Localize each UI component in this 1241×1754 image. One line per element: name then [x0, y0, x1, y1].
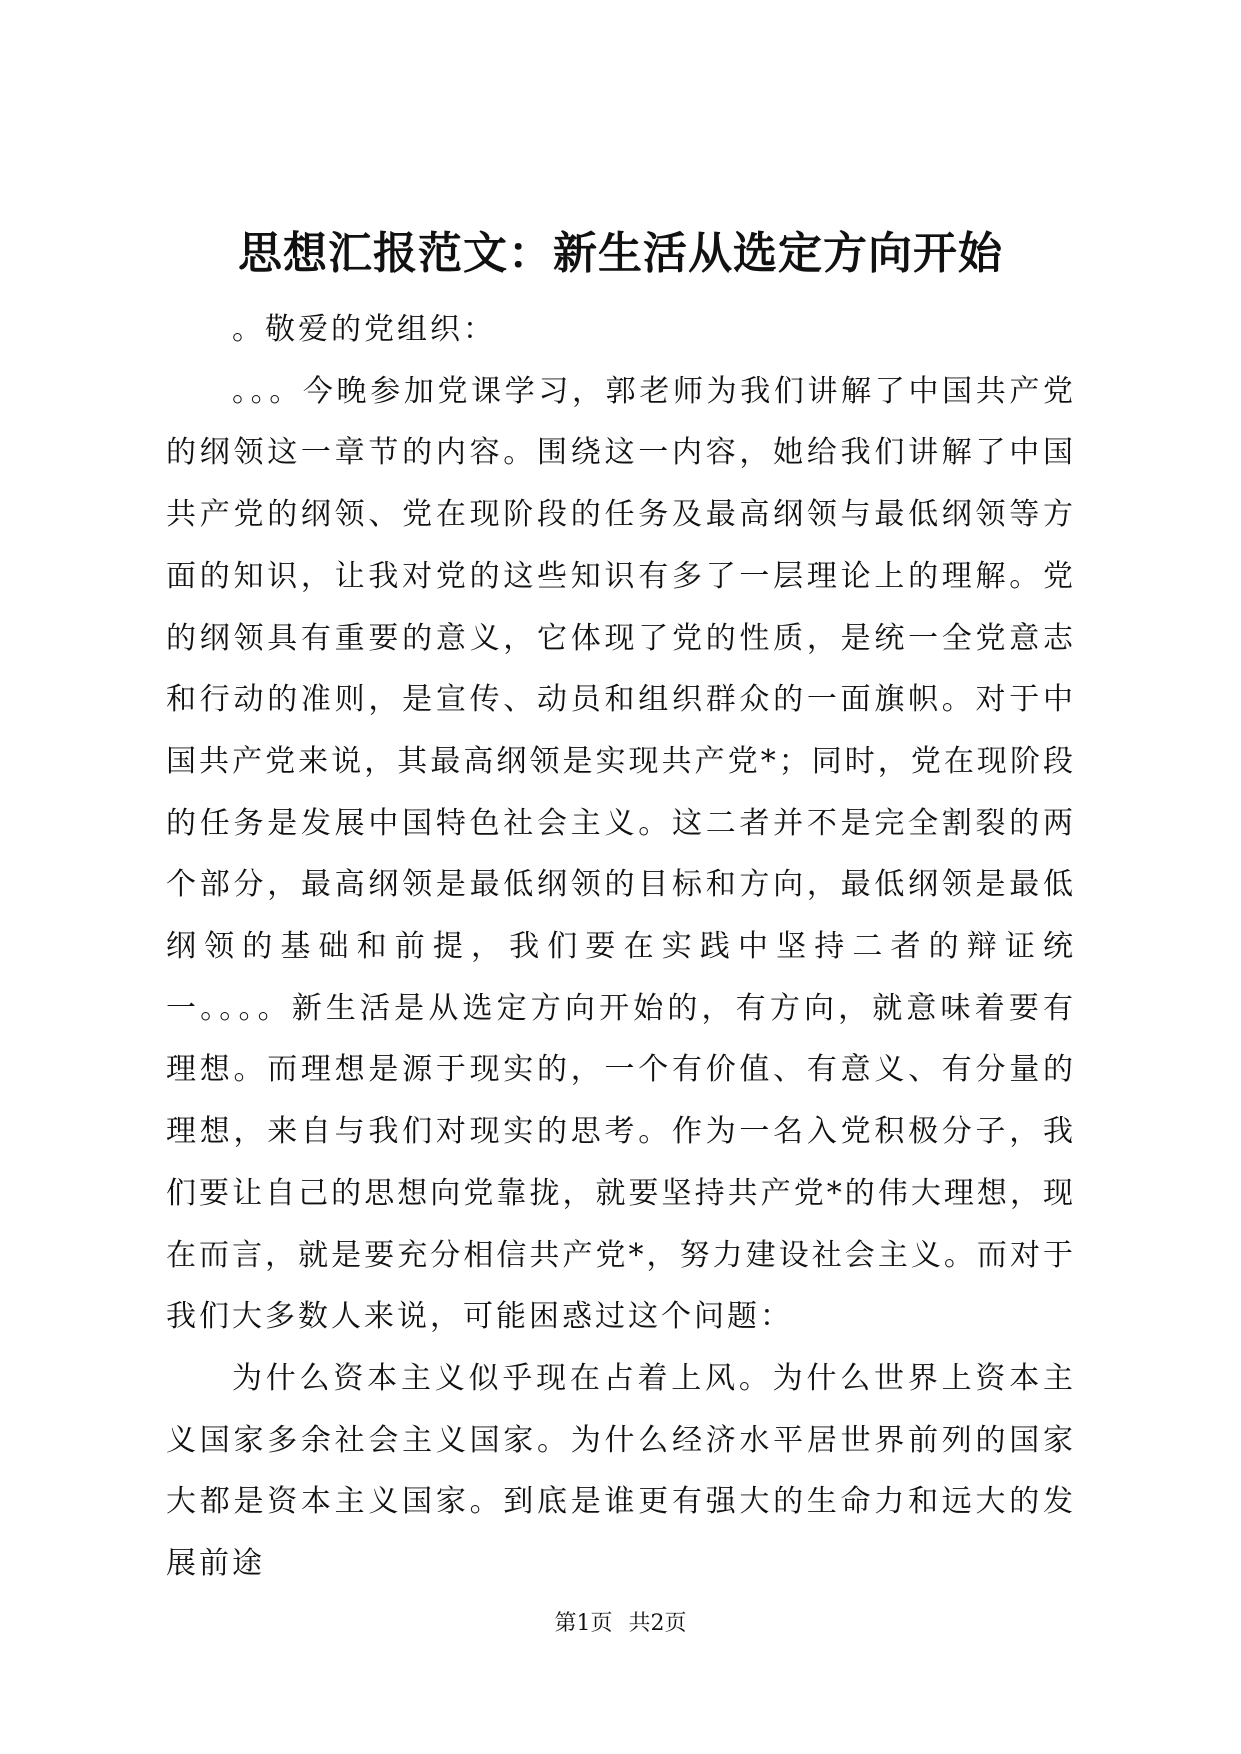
- page-footer: [0, 1609, 1241, 1639]
- paragraph-2: 为什么资本主义似乎现在占着上风。为什么世界上资本主义国家多余社会主义国家。为什么经济水平居世界前列的国家大都是资本主义国家。到底是谁更有强大的生命力和远大的发展前途: [166, 1360, 1076, 1582]
- paragraph-1: 。。。今晚参加党课学习，郭老师为我们讲解了中国共产党的纲领这一章节的内容。围绕这一内容，她给我们讲解了中国共产党的纲领、党在现阶段的任务及最高纲领与最低纲领等方面的知识，让我对党的这些知识有多了一层理论上的理解。党的纲领具有重要的意义，它体现了党的性质，是统一全党意志和行动的准则，是宣传、动员和组织群众的一面旗帜。对于中国共产党来说，其最高纲领是实现共产党*；同时，党在现阶段的任务是发展中国特色社会主义。这二者并不是完全割裂的两个部分，最高纲领是最低纲领的目标和方向，最低纲领是最低纲领的基础和前提，我们要在实践中坚持二者的辩证统一。。。。新生活是从选定方向开始的，有方向，就意味着要有理想。而理想是源于现实的，一个有价值、有意义、有分量的理想，来自与我们对现实的思考。作为一名入党积极分子，我们要让自己的思想向党靠拢，就要坚持共产党*的伟大理想，现在而言，就是要充分相信共产党*，努力建设社会主义。而对于我们大多数人来说，可能困惑过这个问题：: [166, 373, 1076, 1335]
- salutation: 。敬爱的党组织：: [232, 312, 496, 347]
- document-title: 思想汇报范文：新生活从选定方向开始: [238, 228, 1003, 279]
- page-number: 第1页: [554, 1611, 613, 1636]
- page-count: 共2页: [628, 1611, 687, 1636]
- document-body: [166, 299, 1076, 1595]
